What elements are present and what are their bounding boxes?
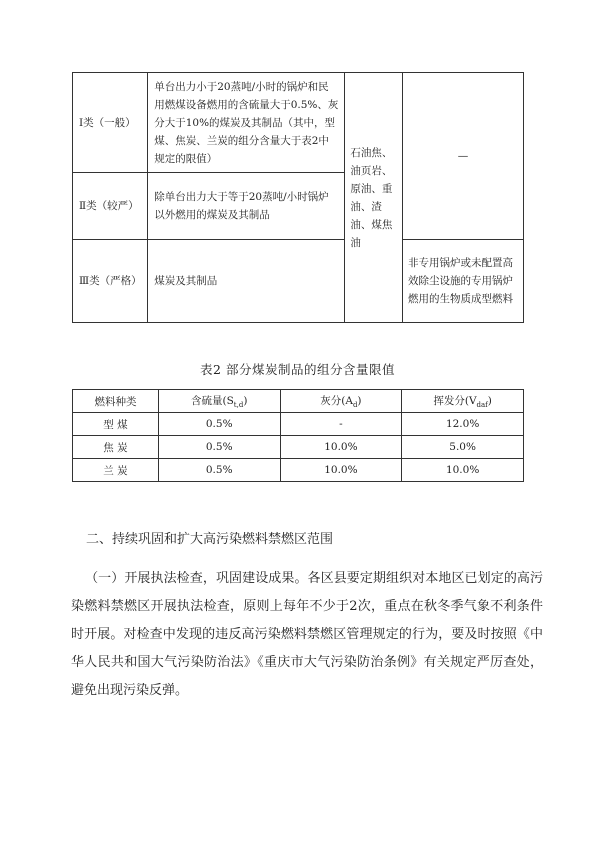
volatile-cell: 5.0% [402, 436, 524, 459]
table-row [73, 459, 524, 482]
paragraph-text: （一）开展执法检查，巩固建设成果。各区县要定期组织对本地区已划定的高污染燃料禁燃区开展执法检查，原则上每年不少于2次，重点在秋冬季气象不利条件时开展。对检查中发现的违反高污染燃料禁燃区管理规定的行为，要及时按照《中华人民共和国大气污染防治法》《重庆市大气污染防治条例》有关规定严厉查处，避免出现污染反弹。 [71, 571, 543, 698]
header-volatile: 挥发分$(V_{daf})$ [402, 390, 524, 413]
section-paragraph [71, 565, 543, 705]
dash-cell: — [402, 73, 523, 240]
biomass-cell: 非专用锅炉或未配置高效除尘设施的专用锅炉燃用的生物质成型燃料 [402, 240, 523, 323]
header-sulfur: 含硫量$(S_{t,d})$ [158, 390, 280, 413]
table-header-row [73, 390, 524, 413]
section-heading: 二、持续巩固和扩大高污染燃料禁燃区范围 [86, 532, 334, 547]
sulfur-cell: 0.5% [158, 436, 280, 459]
table2-caption: 表2 部分煤炭制品的组分含量限值 [200, 362, 395, 377]
volatile-cell: 12.0% [402, 413, 524, 436]
header-ash: 灰分$(A_d)$ [280, 390, 402, 413]
ash-cell: 10.0% [280, 436, 402, 459]
ash-cell: - [280, 413, 402, 436]
category-cell-1: Ⅰ类（一般） [73, 73, 148, 173]
volatile-cell: 10.0% [402, 459, 524, 482]
description-cell-3: 煤炭及其制品 [148, 240, 345, 323]
fuel-category-table [72, 72, 524, 323]
component-limit-table [72, 389, 524, 482]
fuel-cell: 型 煤 [73, 413, 159, 436]
sulfur-cell: 0.5% [158, 413, 280, 436]
description-cell-2: 除单台出力大于等于20蒸吨/小时锅炉以外燃用的煤炭及其制品 [148, 173, 345, 240]
ash-cell: 10.0% [280, 459, 402, 482]
category-cell-3: Ⅲ类（严格） [73, 240, 148, 323]
header-fuel: 燃料种类 [73, 390, 159, 413]
description-cell-1: 单台出力小于20蒸吨/小时的锅炉和民用燃煤设备燃用的含硫量大于0.5%、灰分大于10%的煤炭及其制品（其中，型煤、焦炭、兰炭的组分含量大于表2中规定的限值） [148, 73, 345, 173]
sulfur-cell: 0.5% [158, 459, 280, 482]
fuel-cell: 兰 炭 [73, 459, 159, 482]
category-cell-2: Ⅱ类（较严） [73, 173, 148, 240]
table-row [73, 413, 524, 436]
fuel-cell: 焦 炭 [73, 436, 159, 459]
table-row [73, 436, 524, 459]
merged-fuel-cell: 石油焦、油页岩、原油、重油、渣油、煤焦油 [345, 73, 403, 323]
